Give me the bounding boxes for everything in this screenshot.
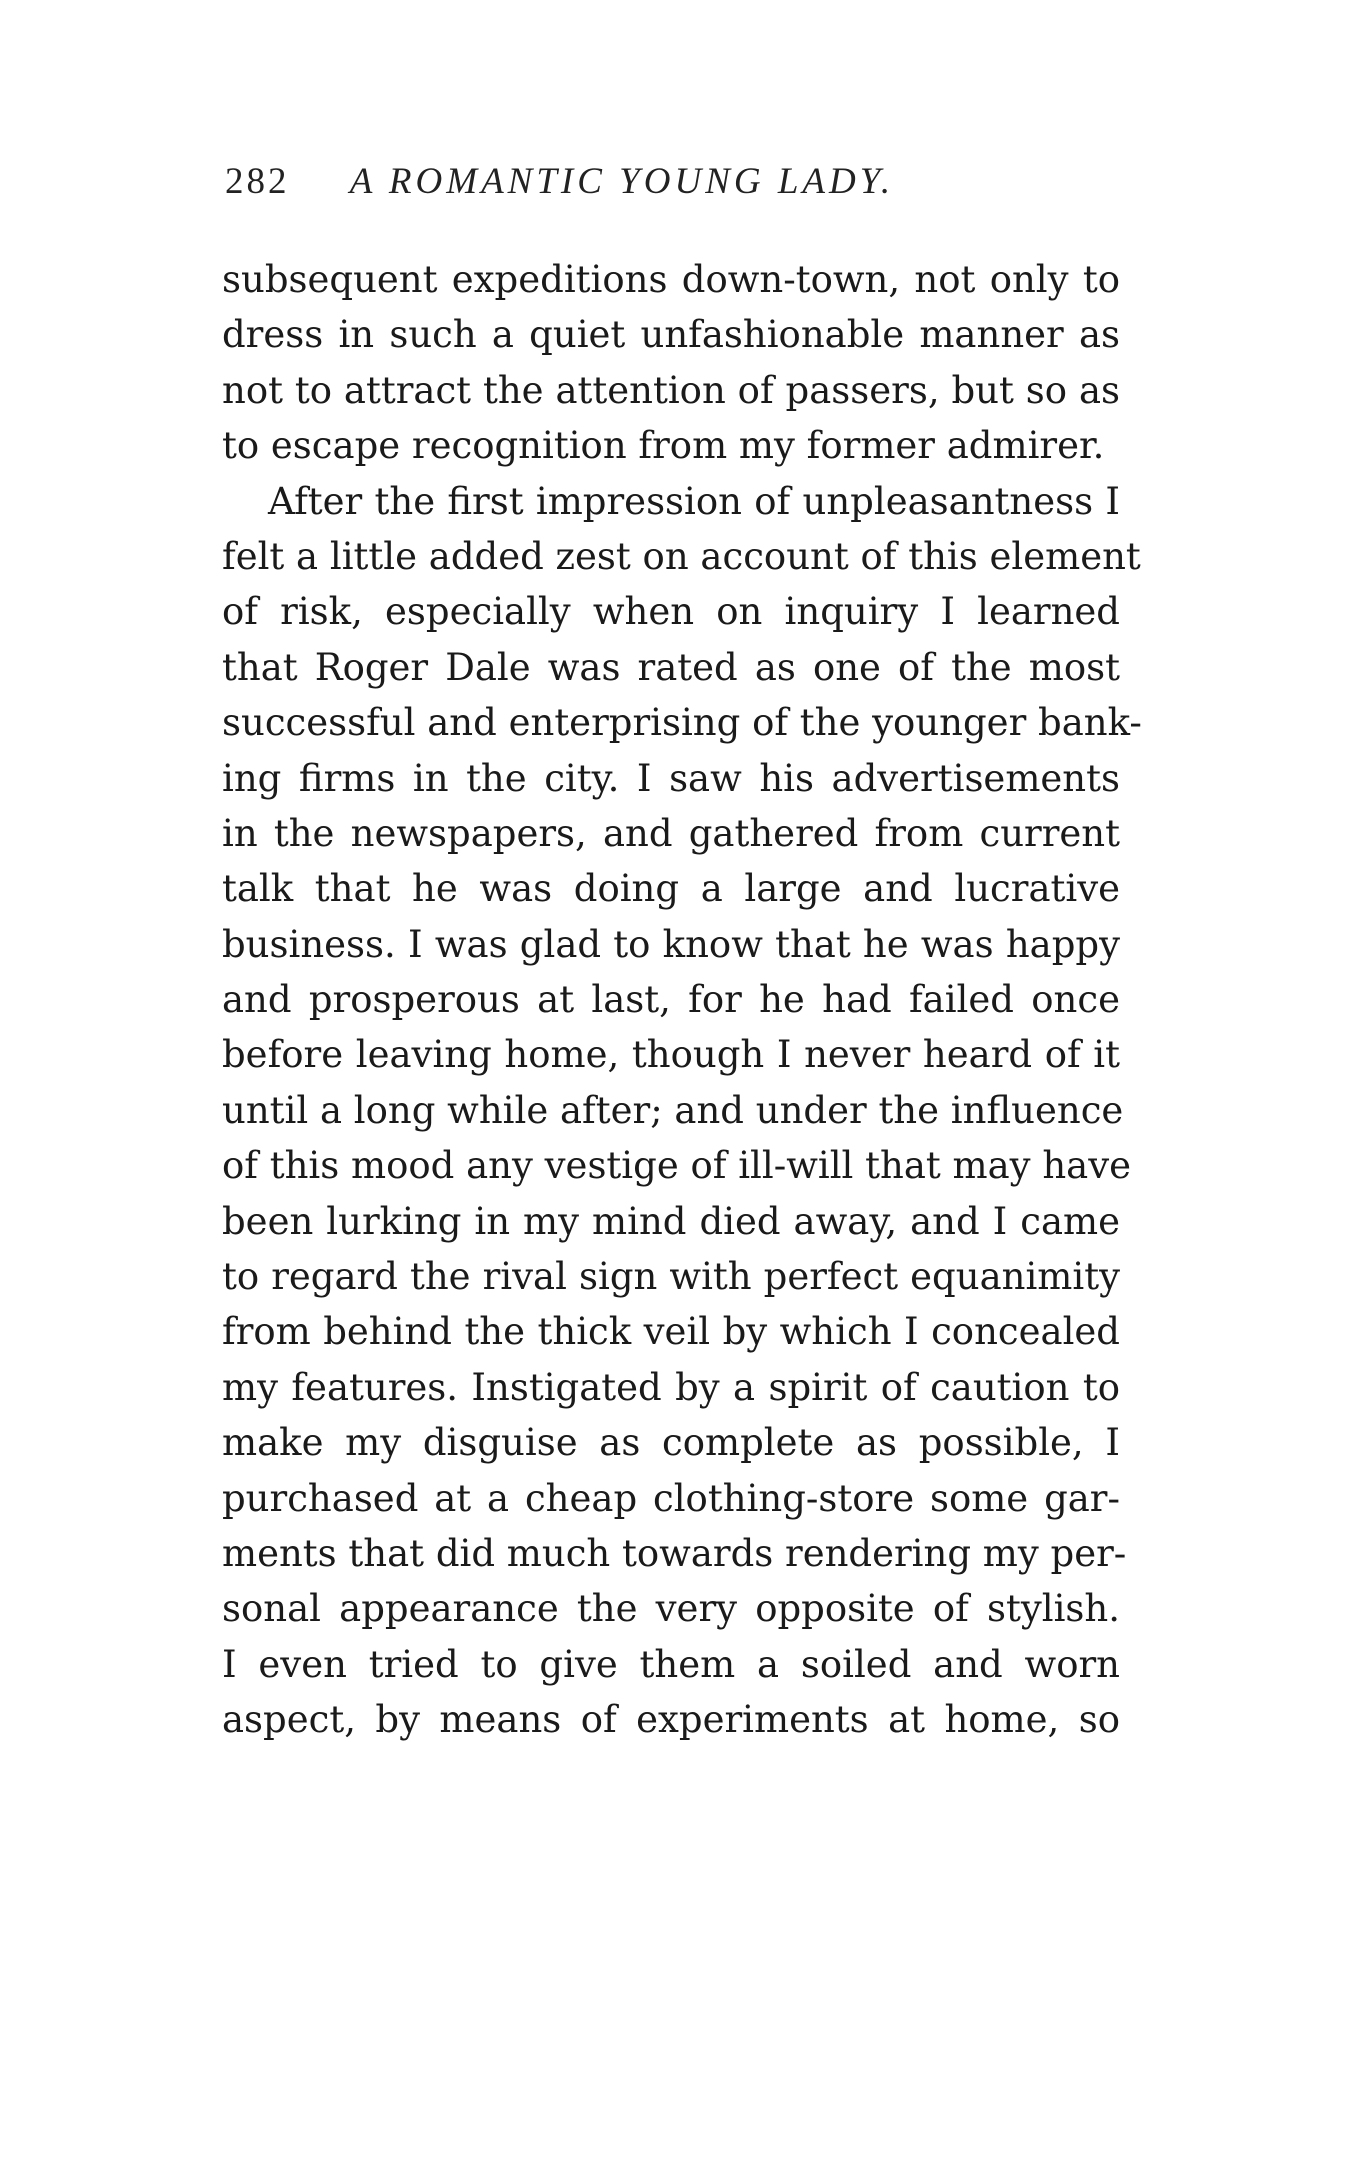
text-line: of this mood any vestige of ill-will that may have [222,1144,1132,1188]
text-line: talk that he was doing a large and lucrative [222,867,1120,911]
text-line: dress in such a quiet unfashionable manner as [222,313,1120,357]
text-line: make my disguise as complete as possible, I [222,1421,1120,1465]
text-line: successful and enterprising of the younger bank- [222,701,1142,745]
text-line: until a long while after; and under the influence [222,1088,1124,1132]
running-head [225,160,1125,220]
text-line: my features. Instigated by a spirit of caution to [222,1365,1120,1409]
text-line: that Roger Dale was rated as one of the most [222,645,1120,689]
text-line: subsequent expeditions down-town, not only to [222,258,1120,301]
text-line: to regard the rival sign with perfect equanimity [222,1255,1120,1299]
text-line: felt a little added zest on account of this element [222,534,1141,578]
text-line: before leaving home, though I never heard of it [222,1033,1120,1077]
text-line: and prosperous at last, for he had failed once [222,978,1120,1022]
text-line: purchased at a cheap clothing-store some gar- [222,1476,1120,1520]
text-line: not to attract the attention of passers, but so as [222,368,1120,412]
text-line: to escape recognition from my former admirer. [222,424,1105,468]
text-line: business. I was glad to know that he was happy [222,922,1120,966]
text-line: from behind the thick veil by which I concealed [222,1310,1120,1354]
text-line: been lurking in my mind died away, and I came [222,1199,1120,1243]
book-title: A ROMANTIC YOUNG LADY. [349,161,895,202]
page-number: 282 [225,161,290,202]
text-line: aspect, by means of experiments at home, so [222,1698,1120,1742]
text-line: ments that did much towards rendering my per- [222,1531,1127,1575]
paragraph-start-line: After the first impression of unpleasantness I [268,479,1120,523]
text-line: I even tried to give them a soiled and worn [222,1642,1120,1686]
body-text [222,252,1142,1748]
text-line: of risk, especially when on inquiry I learned [222,590,1120,634]
text-line: sonal appearance the very opposite of stylish. [222,1587,1120,1631]
text-line: ing firms in the city. I saw his advertisements [222,756,1120,800]
text-line: in the newspapers, and gathered from current [222,811,1120,855]
